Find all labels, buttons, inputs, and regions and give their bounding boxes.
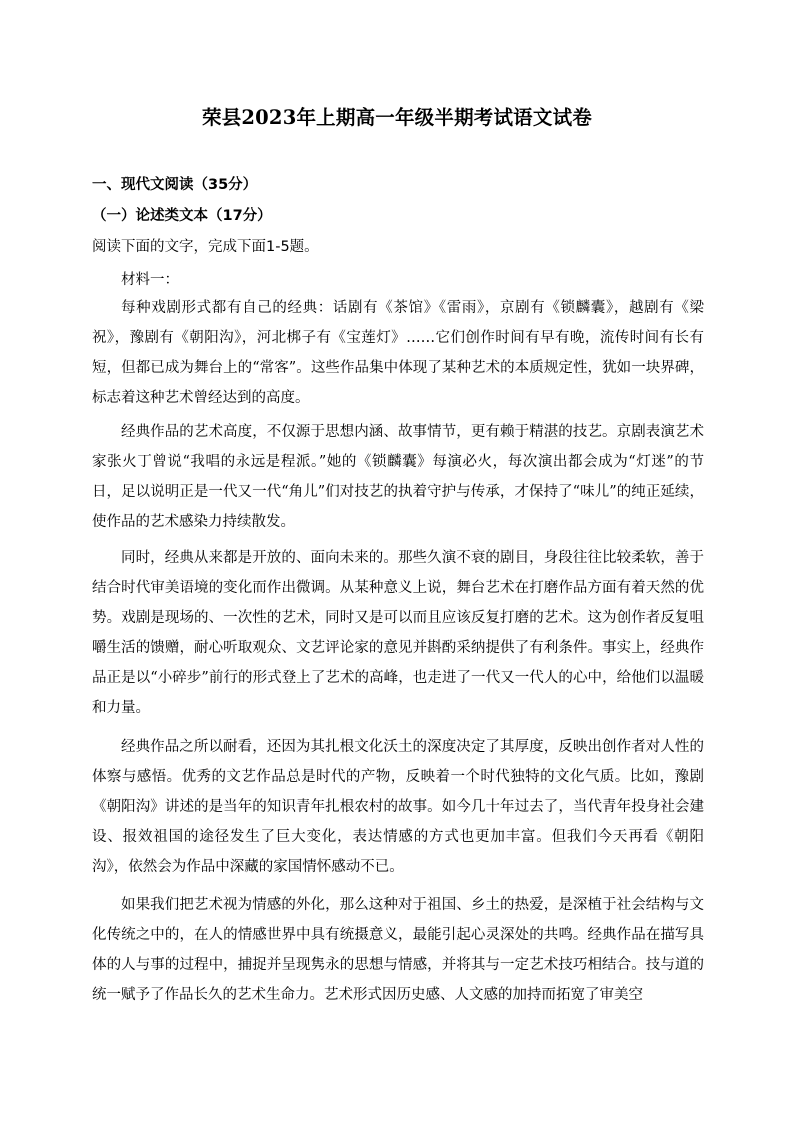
exam-title: 荣县2023年上期高一年级半期考试语文试卷 (202, 106, 592, 129)
paragraph-5: 如果我们把艺术视为情感的外化，那么这种对于祖国、乡土的热爱，是深植于社会结构与文化传统之中的，在人的情感世界中具有统摄意义，最能引起心灵深处的共鸣。经典作品在描写具体的人与事的过程中，捕捉并呈现隽永的思想与情感，并将其与一定艺术技巧相结合。技与道的统一赋予了作品长久的艺术生命力。艺术形式因历史感、人文感的加持而拓宽了审美空 (92, 897, 704, 1003)
paragraph-2: 经典作品的艺术高度，不仅源于思想内涵、故事情节，更有赖于精湛的技艺。京剧表演艺术家张火丁曾说“我唱的永远是程派。”她的《锁麟囊》每演必火，每次演出都会成为“灯迷”的节日，足以说明正是一代又一代“角儿”们对技艺的执着守护与传承，才保持了“味儿”的纯正延续，使作品的艺术感染力持续散发。 (92, 424, 704, 530)
section-heading: 一、现代文阅读（35分） (92, 177, 258, 193)
paragraph-3: 同时，经典从来都是开放的、面向未来的。那些久演不衰的剧目，身段往往比较柔软，善于结合时代审美语境的变化而作出微调。从某种意义上说，舞台艺术在打磨作品方面有着天然的优势。戏剧是现场的、一次性的艺术，同时又是可以而且应该反复打磨的艺术。这为创作者反复咀嚼生活的馈赠，耐心听取观众、文艺评论家的意见并斟酌采纳提供了有利条件。事实上，经典作品正是以“小碎步”前行的形式登上了艺术的高峰，也走进了一代又一代人的心中，给他们以温暖和力量。 (92, 550, 704, 716)
subsection-heading: （一）论述类文本（17分） (92, 208, 272, 224)
material-label: 材料一： (121, 272, 179, 288)
instruction-text: 阅读下面的文字，完成下面1-5题。 (92, 239, 319, 255)
paragraph-1: 每种戏剧形式都有自己的经典：话剧有《茶馆》《雷雨》，京剧有《锁麟囊》，越剧有《梁祝》，豫剧有《朝阳沟》，河北梆子有《宝莲灯》……它们创作时间有早有晚，流传时间有长有短，但都已成为舞台上的“常客”。这些作品集中体现了某种艺术的本质规定性，犹如一块界碑，标志着这种艺术曾经达到的高度。 (92, 300, 704, 406)
paragraph-4: 经典作品之所以耐看，还因为其扎根文化沃土的深度决定了其厚度，反映出创作者对人性的体察与感悟。优秀的文艺作品总是时代的产物，反映着一个时代独特的文化气质。比如，豫剧《朝阳沟》讲述的是当年的知识青年扎根农村的故事。如今几十年过去了，当代青年投身社会建设、报效祖国的途径发生了巨大变化，表达情感的方式也更加丰富。但我们今天再看《朝阳沟》，依然会为作品中深藏的家国情怀感动不已。 (92, 739, 704, 875)
